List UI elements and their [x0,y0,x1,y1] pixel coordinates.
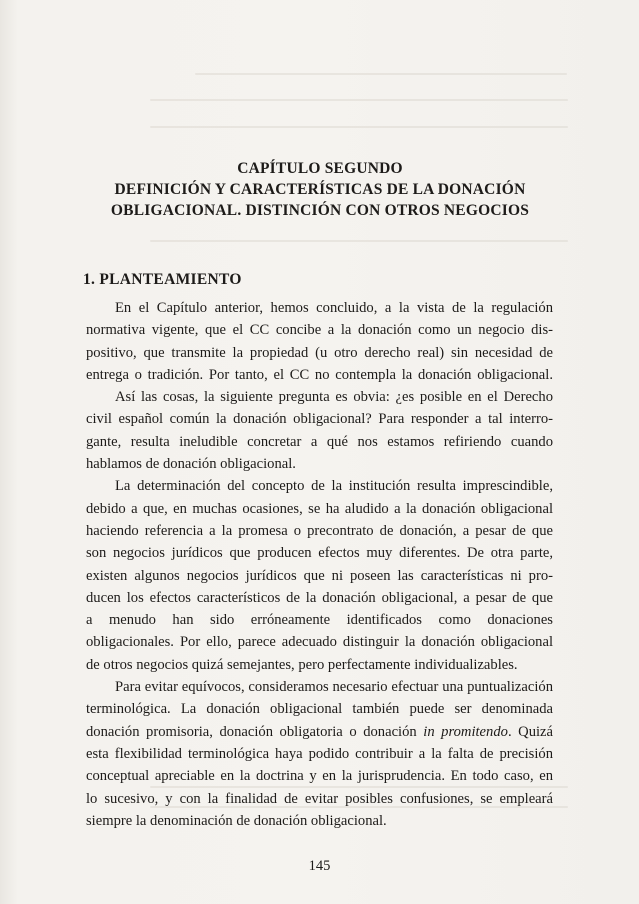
text-line: existen algunos negocios jurídicos que ni poseen las características ni pro- [86,567,553,584]
text-line: hablamos de donación obligacional. [86,456,296,473]
page-number: 145 [308,858,331,874]
text-line: ducen los efectos característicos de la donación obligacional, a pesar de que [86,589,553,606]
text-line [86,721,553,743]
text-line: haciendo referencia a la promesa o precontrato de donación, a pesar de que [86,522,553,539]
text-line: obligacionales. Por ello, parece adecuado distinguir la donación obligacional [86,634,553,651]
text-line: debido a que, en muchas ocasiones, se ha aludido a la donación obligacional [86,500,553,517]
text-line: a menudo han sido erróneamente identificados como donaciones [86,612,553,629]
text-line: Para evitar equívocos, consideramos necesario efectuar una puntualización [115,679,553,696]
text-line: lo sucesivo, y con la finalidad de evitar posibles confusiones, se empleará [86,790,553,807]
bleed-through-line [195,73,567,75]
bleed-through-line [150,99,568,101]
chapter-heading [70,158,570,221]
text-line: civil español común la donación obligacional? Para responder a tal interro- [86,411,553,428]
body-text [86,297,553,832]
text-line: La determinación del concepto de la institución resulta imprescindible, [115,478,553,495]
chapter-title-line-2: OBLIGACIONAL. DISTINCIÓN CON OTROS NEGOCIOS [110,202,530,219]
bleed-through-line [150,126,568,128]
text-line: siempre la denominación de donación obligacional. [86,812,387,829]
text-line: son negocios jurídicos que producen efectos muy diferentes. De otra parte, [86,545,553,562]
bleed-through-line [150,240,568,242]
text-line: Así las cosas, la siguiente pregunta es obvia: ¿es posible en el Derecho [115,389,553,406]
text-line: En el Capítulo anterior, hemos concluido, a la vista de la regulación [115,300,553,316]
text-line: esta flexibilidad terminológica haya podido contribuir a la falta de precisión [86,745,553,762]
text-line: normativa vigente, que el CC concibe a la donación como un negocio dis- [86,322,553,339]
text-line: positivo, que transmite la propiedad (u otro derecho real) sin necesidad de [86,344,553,361]
text-line: de otros negocios quizá semejantes, pero perfectamente individualizables. [86,656,518,673]
chapter-title-line-1: DEFINICIÓN Y CARACTERÍSTICAS DE LA DONACIÓN [114,181,526,198]
chapter-number: CAPÍTULO SEGUNDO [237,160,403,177]
text-run: donación promisoria, donación obligatoria o donación [86,723,424,740]
text-line: terminológica. La donación obligacional también puede ser denominada [86,701,553,718]
section-title: 1. PLANTEAMIENTO [83,271,242,288]
text-line: gante, resulta ineludible concretar a qué nos estamos refiriendo cuando [86,433,553,450]
text-line: entrega o tradición. Por tanto, el CC no contempla la donación obligacional. [86,366,553,383]
text-line: conceptual apreciable en la doctrina y en la jurisprudencia. En todo caso, en [86,768,553,785]
text-run: . Quizá [507,723,553,740]
italic-term: in promitendo [423,723,508,740]
